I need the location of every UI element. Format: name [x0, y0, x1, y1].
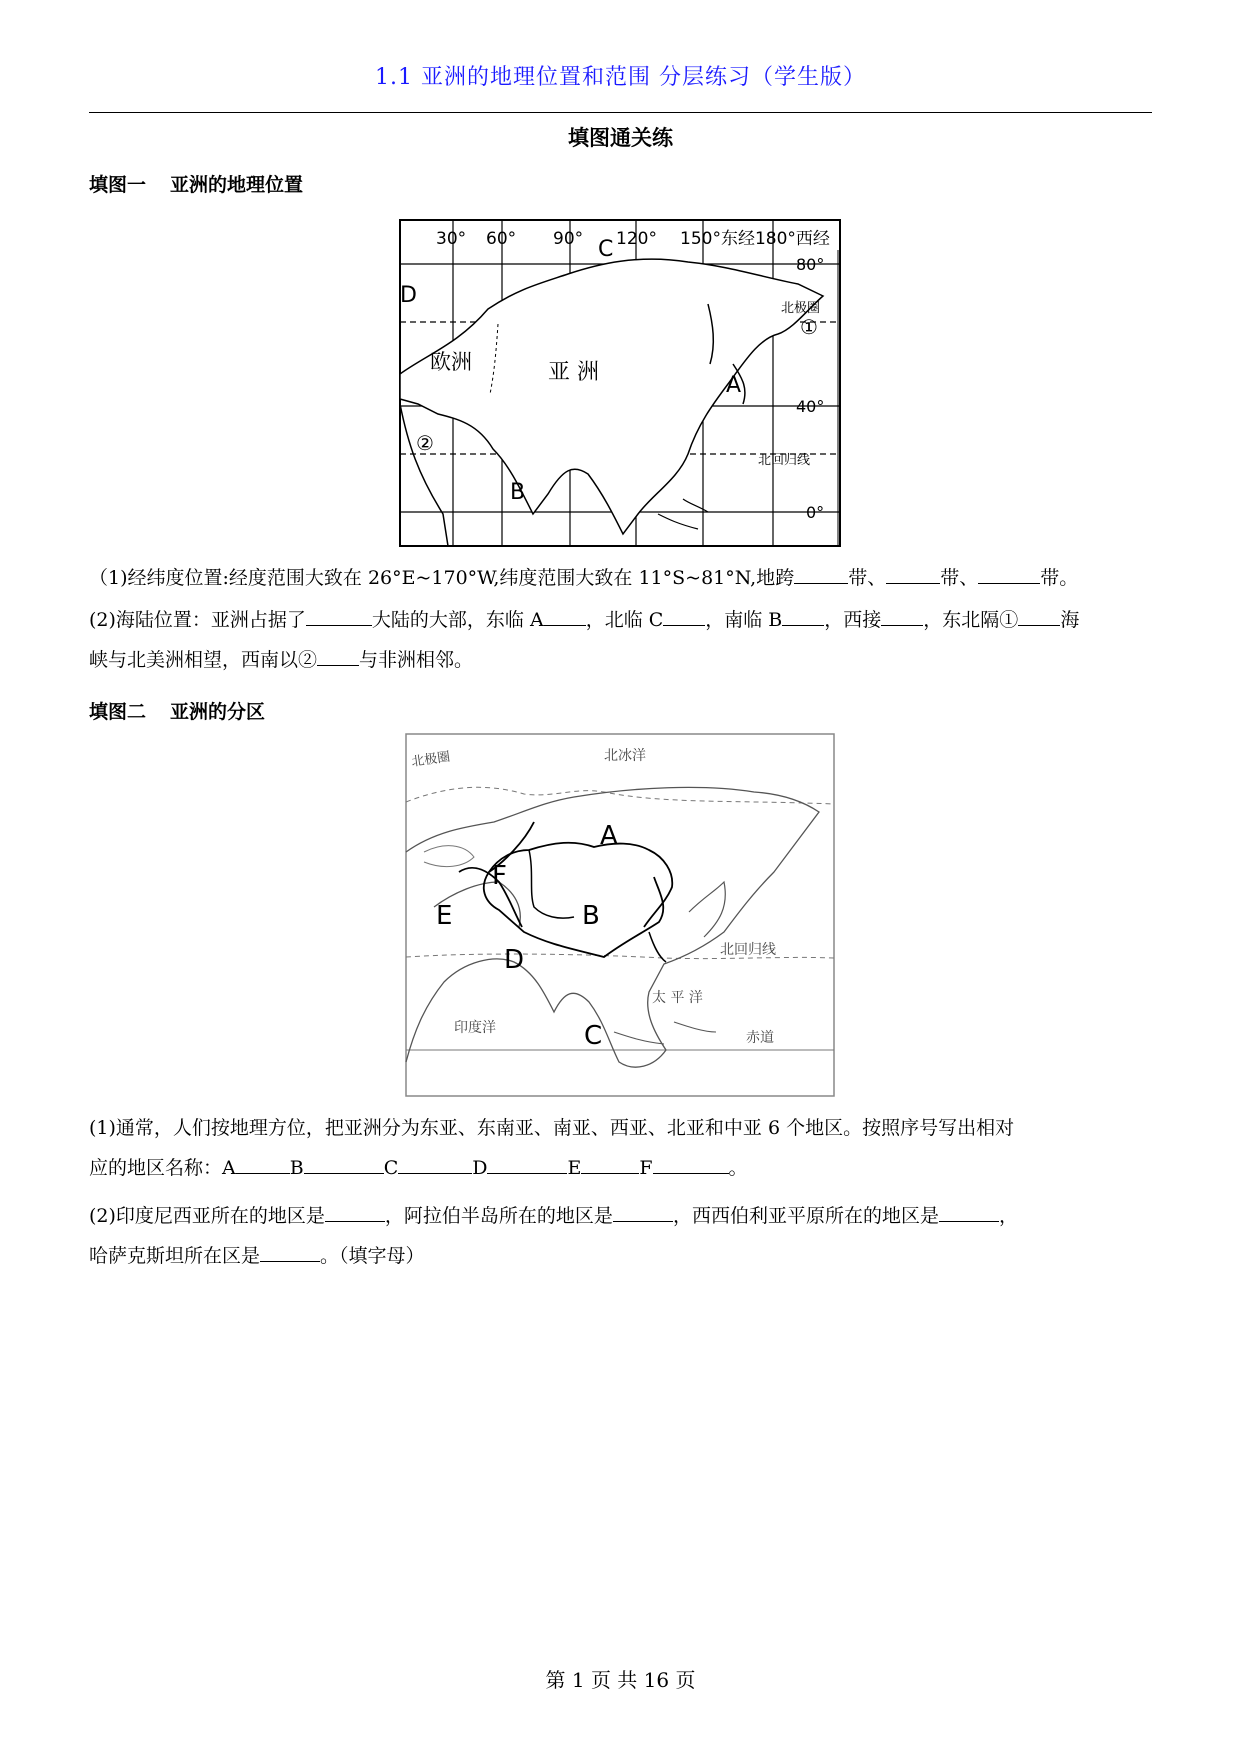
lon-label-30: 30° — [436, 229, 467, 249]
answer-blank[interactable] — [487, 1155, 567, 1174]
answer-blank[interactable] — [398, 1155, 472, 1174]
answer-blank[interactable] — [236, 1155, 290, 1174]
marker-b: B — [510, 480, 526, 505]
equator-label: 赤道 — [746, 1030, 774, 1046]
region-e: E — [436, 901, 453, 931]
lat-label-80: 80° — [796, 255, 825, 274]
arctic-ocean-label: 北冰洋 — [604, 748, 646, 764]
fig1-label: 填图一 — [89, 174, 147, 196]
pacific-label: 太 平 洋 — [652, 990, 703, 1006]
region-d: D — [504, 945, 525, 975]
europe-label: 欧洲 — [430, 350, 472, 374]
answer-blank[interactable] — [663, 607, 705, 626]
lon-label-120: 120° — [616, 229, 657, 249]
answer-blank[interactable] — [613, 1203, 673, 1222]
tropic-label-2: 北回归线 — [720, 942, 776, 958]
header-divider — [89, 112, 1152, 113]
fig2-heading — [89, 697, 265, 724]
answer-blank[interactable] — [939, 1203, 999, 1222]
fig1-q2: (2)海陆位置：亚洲占据了 大陆的大部，东临 A ，北临 C ，南临 B ，西接 ，东北隔① 海 峡与北美洲相望，西南以② 与非洲相邻。 — [89, 609, 1080, 671]
region-b: B — [582, 901, 600, 931]
fig2-q2: (2)印度尼西亚所在的地区是 ，阿拉伯半岛所在的地区是 ，西西伯利亚平原所在的地区是 ， 哈萨克斯坦所在区是 。（填字母） — [89, 1205, 1018, 1267]
lon-label-60: 60° — [486, 229, 517, 249]
answer-blank[interactable] — [304, 1155, 384, 1174]
answer-blank[interactable] — [325, 1203, 385, 1222]
marker-d: D — [400, 283, 417, 308]
asia-regions-map — [404, 732, 836, 1100]
lat-label-0: 0° — [806, 503, 825, 522]
answer-blank[interactable] — [886, 565, 940, 584]
page-header-title: 1.1 亚洲的地理位置和范围 分层练习（学生版） — [375, 65, 866, 90]
section-title: 填图通关练 — [568, 125, 673, 150]
arctic-circle-label: 北极圈 — [781, 301, 821, 316]
marker-a: A — [726, 373, 742, 398]
answer-blank[interactable] — [317, 647, 359, 666]
asia-label: 亚 洲 — [548, 360, 599, 385]
answer-blank[interactable] — [881, 607, 923, 626]
answer-blank[interactable] — [1018, 607, 1060, 626]
lon-label-90: 90° — [553, 229, 584, 249]
answer-blank[interactable] — [306, 607, 372, 626]
lat-label-40: 40° — [796, 397, 825, 416]
lon-label-150-180: 150°东经180°西经 — [680, 229, 830, 249]
answer-blank[interactable] — [782, 607, 824, 626]
region-a: A — [600, 821, 618, 851]
answer-blank[interactable] — [653, 1155, 729, 1174]
answer-blank[interactable] — [544, 607, 586, 626]
answer-blank[interactable] — [260, 1243, 320, 1262]
asia-location-map — [398, 214, 850, 550]
fig2-title: 亚洲的分区 — [170, 701, 266, 723]
fig2-label: 填图二 — [89, 701, 147, 723]
answer-blank[interactable] — [978, 565, 1040, 584]
page-footer: 第 1 页 共 16 页 — [545, 1668, 696, 1692]
fig1-q1: （1)经纬度位置:经度范围大致在 26°E~170°W,纬度范围大致在 11°S~81°N,地跨 带、 带、 带。 — [89, 567, 1079, 589]
region-c: C — [584, 1021, 603, 1051]
arctic-circle-label-2: 北极圈 — [410, 749, 452, 770]
marker-1: ① — [800, 315, 818, 339]
answer-blank[interactable] — [581, 1155, 639, 1174]
marker-2: ② — [416, 431, 434, 455]
fig2-q1: (1)通常，人们按地理方位，把亚洲分为东亚、东南亚、南亚、西亚、北亚和中亚 6 个地区。按照序号写出相对 应的地区名称：A B C D E F 。 — [89, 1117, 1015, 1179]
indian-ocean-label: 印度洋 — [454, 1020, 496, 1036]
answer-blank[interactable] — [794, 565, 848, 584]
marker-c: C — [598, 237, 614, 262]
fig1-title: 亚洲的地理位置 — [170, 174, 304, 196]
fig1-heading — [89, 170, 303, 197]
region-f: F — [492, 861, 507, 891]
tropic-label: 北回归线 — [758, 453, 811, 468]
